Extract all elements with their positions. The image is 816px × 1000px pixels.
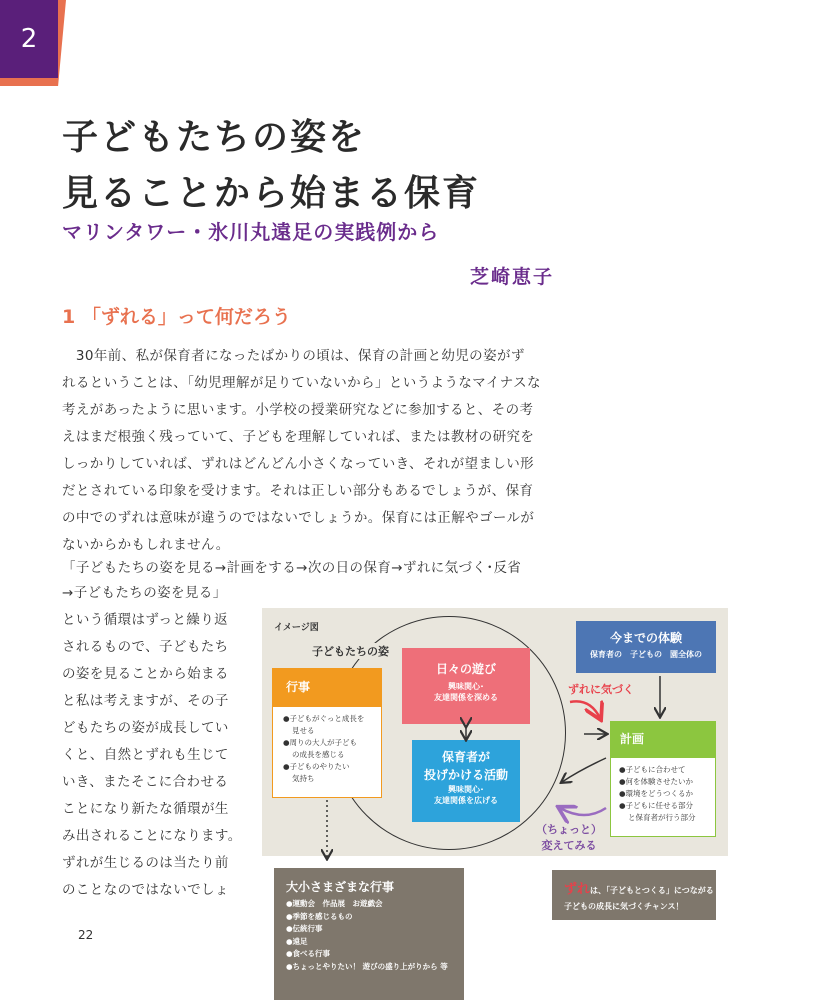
arrow-change-purple	[560, 808, 606, 815]
body-line: えはまだ根強く残っていて、子どもを理解していれば、または教材の研究を	[62, 429, 535, 445]
daily-play-sub: 興味関心･	[448, 682, 484, 691]
activity-title: 投げかける活動	[423, 768, 508, 782]
body-line: み出されることになります。	[62, 828, 242, 844]
note-line-2: 子どもの成長に気づくチャンス！	[564, 902, 684, 911]
body-line: と私は考えますが、その子	[62, 693, 229, 709]
subtitle: マリンタワー・氷川丸遠足の実践例から	[62, 220, 440, 244]
body-line: ことになり新たな循環が生	[62, 801, 229, 817]
plan-box-title: 計画	[610, 721, 716, 757]
body-line: しっかりしていれば、ずれはどんどん小さくなっていき、それが望ましい形	[62, 456, 535, 472]
list-item: ●子どもがぐっと成長を 見せる	[283, 714, 365, 735]
arrow-plan-activity	[562, 758, 606, 782]
body-line: いき、またそこに合わせる	[62, 774, 229, 790]
page-number: 22	[78, 928, 94, 942]
events-title: 大小さまざまな行事	[286, 880, 395, 894]
body-line: だとされている印象を受けます。それは正しい部分もあるでしょうが、保育	[62, 483, 534, 499]
list-item: ●運動会 作品展 お遊戯会	[286, 899, 383, 908]
list-item: ●遠足	[286, 936, 308, 946]
list-item: ●季節を感じるもの	[286, 911, 353, 921]
zure-notice-label: ずれに気づく	[568, 683, 634, 696]
list-item: ●伝統行事	[286, 924, 323, 933]
list-item: ●環境をどうつくるか	[619, 789, 694, 798]
list-item: ●子どもに任せる部分 と保育者が行う部分	[619, 801, 696, 822]
experience-title: 今までの体験	[609, 631, 682, 645]
activity-sub: 興味関心･	[448, 785, 484, 794]
body-line: 考えがあったように思います。小学校の授業研究などに参加すると、その考	[62, 402, 534, 418]
body-line: くと、自然とずれも生じて	[62, 747, 229, 763]
list-item: ●何を体験させたいか	[619, 777, 694, 786]
body-line: 30年前、私が保育者になったばかりの頃は、保育の計画と幼児の姿がず	[62, 348, 525, 364]
note-zure-word: ずれ	[564, 882, 591, 897]
list-item: ●子どもに合わせて	[619, 765, 686, 774]
body-line: の中でのずれは意味が違うのではないでしょうか。保育には正解やゴールが	[62, 510, 535, 526]
title-line-2: 見ることから始まる保育	[62, 173, 481, 214]
chapter-number: 2	[0, 0, 58, 78]
list-item: ●周りの大人が子ども の成長を感じる	[283, 738, 358, 759]
body-line: どもたちの姿が成長してい	[62, 720, 229, 736]
body-line: ないからかもしれません。	[62, 537, 230, 553]
list-item: ●ちょっとやりたい！ 遊びの盛り上がりから 等	[286, 961, 448, 971]
daily-play-title: 日々の遊び	[435, 662, 496, 676]
cycle-label: 子どもたちの姿	[312, 645, 389, 658]
author-name: 芝崎恵子	[469, 266, 554, 288]
gyoji-box-title: 行事	[272, 668, 382, 706]
body-line: の姿を見ることから始まる	[62, 666, 229, 682]
body-line: のことなのではないでしょ	[62, 882, 229, 898]
arrow-zure-red	[570, 701, 600, 718]
body-line: という循環はずっと繰り返	[62, 612, 228, 628]
body-line: れるということは、「幼児理解が足りていないから」というようなマイナスな	[62, 375, 541, 391]
daily-play-sub: 友達関係を深める	[434, 693, 498, 702]
activity-sub: 友達関係を広げる	[434, 796, 498, 805]
body-line: →子どもたちの姿を見る」	[62, 585, 227, 601]
change-label: （ちょっと） 変えてみる	[536, 823, 602, 852]
list-item: ●子どものやりたい 気持ち	[283, 762, 350, 783]
section-heading: 1 「ずれる」って何だろう	[62, 306, 291, 328]
body-line: 「子どもたちの姿を見る→計画をする→次の日の保育→ずれに気づく･反省	[62, 560, 522, 576]
note-line-1: は、「子どもとつくる」につながる	[590, 886, 714, 895]
body-line: されるもので、子どもたち	[62, 639, 229, 655]
figure-label: イメージ図	[274, 623, 319, 633]
activity-title: 保育者が	[441, 750, 490, 764]
list-item: ●食べる行事	[286, 949, 331, 958]
experience-sub: 保育者の 子どもの 園全体の	[590, 650, 702, 659]
body-line: ずれが生じるのは当たり前	[62, 855, 229, 871]
title-line-1: 子どもたちの姿を	[62, 117, 367, 158]
